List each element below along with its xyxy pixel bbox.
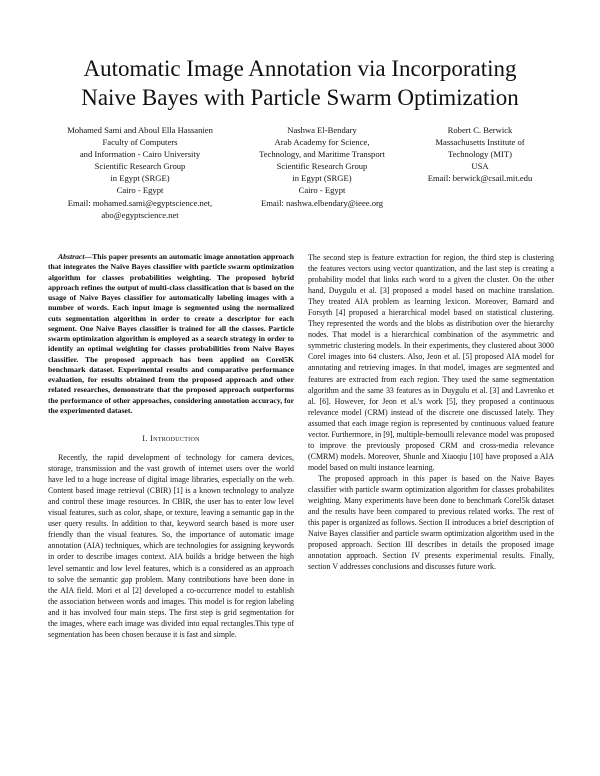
author-1-location: Cairo - Egypt <box>116 185 164 196</box>
author-3 <box>410 124 550 184</box>
right-column <box>308 252 554 572</box>
body-paragraph: Recently, the rapid development of technology for camera devices, storage, transmission and the vast growth of internet users over the world have led to a huge increase of digital image libraries, especially on the web. Content based image retrieval (CBIR) [1] is a known technology to analyze and control these image resources. In CBIR, the user has to enter low level visual features, such as color, shape, or texture, leaving a semantic gap in the user query results. In addition to that, keyword search based is more user friendly than the visual features. So, the importance of automatic image annotation (AIA) techniques, which are technologies for assigning keywords in order to describe images context. AIA builds a bridge between the high level semantic and low level features, which is a considered as an approach to solve the semantic gap problem. Many contributions have been done in the AIA field. Mori et al [2] developed a co-occurrence model to establish the association between words and images. This model is for region labeling and it has involved four main steps. The first step is grid segmentation for the images, where each image was divided into equal rectangles.This type of segmentation has been chosen because it is fast and simple. <box>48 453 294 639</box>
author-1-affiliation: and Information - Cairo University <box>79 149 201 160</box>
author-3-affiliation: Technology (MIT) <box>447 149 513 160</box>
author-2-name: Nashwa El-Bendary <box>287 125 357 135</box>
author-2-affiliation: Technology, and Maritime Transport <box>259 149 385 160</box>
paper-title <box>30 54 570 112</box>
author-2-affiliation: Arab Academy for Science, <box>274 137 370 148</box>
author-1-name: Mohamed Sami and Aboul Ella Hassanien <box>67 125 213 135</box>
author-3-email[interactable]: Email: berwick@csail.mit.edu <box>427 173 533 184</box>
author-1-affiliation: Scientific Research Group <box>94 161 186 172</box>
abstract-text: —This paper presents an automatic image annotation approach that integrates the Naive Bayes classifier with particle swarm optimization algorithm for classes probabilities weighting. The proposed hybrid approach refines the output of multi-class classification that is based on the usage of Naive Bayes classifier for automatically labeling images with a number of words. Each input image is segmented using the normalized cuts segmentation algorithm in order to create a descriptor for each segment. One Naive Bayes classifier is trained for all the classes. Particle swarm optimization algorithm is employed as a search strategy in order to identify an optimal weighting for classes probabilities from Naive Bayes classifier. The proposed approach has been applied on Corel5K benchmark dataset. Experimental results and comparative performance evaluation, for results obtained from the proposed approach and other related researches, demonstrate that the proposed approach outperforms the performance of other approaches, considering annotation accuracy, for the experimented dataset. <box>48 252 294 415</box>
author-2-email[interactable]: Email: nashwa.elbendary@ieee.org <box>260 197 384 208</box>
title-line-2: Naive Bayes with Particle Swarm Optimization <box>81 85 519 110</box>
author-3-name: Robert C. Berwick <box>447 125 513 135</box>
body-paragraph: The proposed approach in this paper is based on the Naive Bayes classifier with particle swarm optimization algorithm for classes probabilites weighting. Many experiments have been done to benchmark Corel5k dataset and the results have been compared to previous related works. The rest of this paper is organized as follows. Section II introduces a brief description of Naive Bayes classifier and particle swarm optimization algorithm used in the proposed approach. Section III describes in details the proposed image annotation approach. Section IV presents experimental results. Finally, section V addresses conclusions and discusses future work. <box>308 473 554 572</box>
author-1-affiliation: in Egypt (SRGE) <box>110 173 170 184</box>
abstract-label: Abstract <box>58 252 85 261</box>
abstract <box>48 252 294 416</box>
author-2 <box>237 124 407 209</box>
author-3-location: USA <box>471 161 489 172</box>
author-2-location: Cairo - Egypt <box>298 185 346 196</box>
author-1-email[interactable]: Email: mohamed.sami@egyptscience.net, <box>67 197 213 208</box>
author-1 <box>48 124 232 221</box>
author-1-email[interactable]: abo@egyptscience.net <box>101 209 179 220</box>
body-paragraph: The second step is feature extraction for region, the third step is clustering the features vectors using vector quantization, and the last step is creating a probability model that links each word to a given the cluster. On the other hand, Duygulu et al. [3] proposed a model based on machine translation. They treated AIA problem as learning lexicon. Moreover, Barnard and Forsyth [4] proposed a hierarchical model based on statistical clustering. They represented the words and the blobs as distribution over the hierarchy nodes. That model is a hierarchical combination of the asymmetric and symmetric clustering models. In their experiments, they clustered about 3000 Corel images into 64 clusters. Also, Jeon et al. [5] proposed AIA model for annotating and retrieving images. In that model, images are segmented and features are extracted from each region. They used the same segmentation algorithm and the same 33 features as in Duygulu et al. [3] and Lavrenko et al. [6]. However, for Jeon et al.'s work [5], they proposed a continuous relevance model (CRM) instead of the discrete one discussed lately. They assumed that each image region is represented by continuous valued feature vector. Furthermore, in [9], multiple-bernoulli relevance model was proposed to improve the previously proposed CRM and cross-media relevance (CMRM) models. Moreover, Shunle and Xiaoqiu [10] have proposed a AIA model based on multi instance learning. <box>308 253 554 472</box>
section-heading-introduction: I. Introduction <box>142 434 200 443</box>
left-column <box>48 252 294 640</box>
title-line-1: Automatic Image Annotation via Incorporating <box>83 56 517 81</box>
author-3-affiliation: Massachusetts Institute of <box>435 137 525 148</box>
author-2-affiliation: in Egypt (SRGE) <box>292 173 352 184</box>
author-1-affiliation: Faculty of Computers <box>102 137 178 148</box>
author-2-affiliation: Scientific Research Group <box>276 161 368 172</box>
